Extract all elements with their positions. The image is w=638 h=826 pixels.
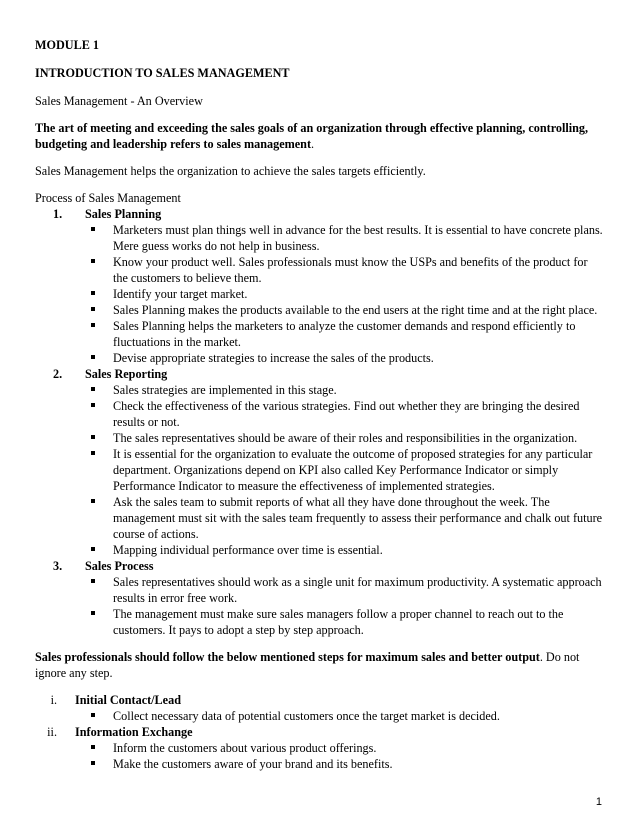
steps-intro-bold: Sales professionals should follow the below mentioned steps for maximum sales and better output bbox=[35, 650, 540, 664]
page-number: 1 bbox=[595, 796, 602, 808]
list-item: Know your product well. Sales professionals must know the USPs and benefits of the product for the customers to believe them. bbox=[113, 254, 605, 286]
initial-contact-list bbox=[35, 708, 605, 724]
list-item: Ask the sales team to submit reports of what all they have done throughout the week. The management must sit with the sales team frequently to assess their performance and chalk out future course of actions. bbox=[113, 494, 605, 542]
section-number: 1. bbox=[53, 207, 63, 221]
list-item: Make the customers aware of your brand and its benefits. bbox=[113, 756, 605, 772]
list-item: Marketers must plan things well in advance for the best results. It is essential to have concrete plans. Mere guess works do not help in business. bbox=[113, 222, 605, 254]
list-item: Sales Planning makes the products available to the end users at the right time and at the right place. bbox=[113, 302, 605, 318]
list-item: Mapping individual performance over time is essential. bbox=[113, 542, 605, 558]
square-bullet-icon bbox=[91, 499, 95, 503]
chapter-title: INTRODUCTION TO SALES MANAGEMENT bbox=[35, 66, 290, 80]
square-bullet-icon bbox=[91, 451, 95, 455]
section-sales-process bbox=[35, 558, 605, 574]
square-bullet-icon bbox=[91, 547, 95, 551]
sales-reporting-list bbox=[35, 382, 605, 558]
square-bullet-icon bbox=[91, 761, 95, 765]
steps-intro-paragraph bbox=[35, 649, 605, 681]
square-bullet-icon bbox=[91, 745, 95, 749]
step-title: Initial Contact/Lead bbox=[75, 693, 181, 707]
list-item: Check the effectiveness of the various strategies. Find out whether they are bringing the desired results or not. bbox=[113, 398, 605, 430]
square-bullet-icon bbox=[91, 435, 95, 439]
square-bullet-icon bbox=[91, 291, 95, 295]
steps-list bbox=[35, 692, 605, 772]
step-title: Information Exchange bbox=[75, 725, 193, 739]
section-title: Sales Planning bbox=[85, 207, 162, 221]
list-item: Devise appropriate strategies to increase the sales of the products. bbox=[113, 350, 605, 366]
square-bullet-icon bbox=[91, 355, 95, 359]
section-sales-planning bbox=[35, 206, 605, 222]
definition-text: The art of meeting and exceeding the sales goals of an organization through effective planning, controlling, budgeting and leadership refers to sales management bbox=[35, 121, 589, 151]
overview-heading: Sales Management - An Overview bbox=[35, 94, 203, 108]
steps-intro-rest: . Do not ignore any step. bbox=[35, 650, 580, 680]
section-number: 2. bbox=[53, 367, 63, 381]
definition-end: . bbox=[311, 137, 315, 151]
section-number: 3. bbox=[53, 559, 63, 573]
square-bullet-icon bbox=[91, 403, 95, 407]
square-bullet-icon bbox=[91, 713, 95, 717]
square-bullet-icon bbox=[91, 323, 95, 327]
square-bullet-icon bbox=[91, 259, 95, 263]
sales-planning-list bbox=[35, 222, 605, 366]
step-numeral: i. bbox=[50, 693, 57, 707]
step-numeral: ii. bbox=[47, 725, 57, 739]
section-sales-reporting bbox=[35, 366, 605, 382]
list-item: Sales Planning helps the marketers to analyze the customer demands and respond efficiently to fluctuations in the market. bbox=[113, 318, 605, 350]
square-bullet-icon bbox=[91, 579, 95, 583]
square-bullet-icon bbox=[91, 227, 95, 231]
section-title: Sales Reporting bbox=[85, 367, 168, 381]
module-label: MODULE 1 bbox=[35, 38, 99, 52]
list-item: The sales representatives should be aware of their roles and responsibilities in the organization. bbox=[113, 430, 605, 446]
list-item: Inform the customers about various product offerings. bbox=[113, 740, 605, 756]
section-title: Sales Process bbox=[85, 559, 154, 573]
square-bullet-icon bbox=[91, 307, 95, 311]
square-bullet-icon bbox=[91, 387, 95, 391]
list-item: Identify your target market. bbox=[113, 286, 605, 302]
square-bullet-icon bbox=[91, 611, 95, 615]
list-item: Sales representatives should work as a single unit for maximum productivity. A systematic approach results in error free work. bbox=[113, 574, 605, 606]
document-page bbox=[35, 37, 605, 772]
helps-paragraph: Sales Management helps the organization to achieve the sales targets efficiently. bbox=[35, 164, 426, 178]
process-heading: Process of Sales Management bbox=[35, 191, 181, 205]
list-item: It is essential for the organization to evaluate the outcome of proposed strategies for any particular department. Organizations depend on KPI also called Key Performance Indicator or simply Performance Indicator to measure the effectiveness of implemented strategies. bbox=[113, 446, 605, 494]
list-item: Sales strategies are implemented in this stage. bbox=[113, 382, 605, 398]
list-item: The management must make sure sales managers follow a proper channel to reach out to the customers. It pays to adopt a step by step approach. bbox=[113, 606, 605, 638]
process-sections bbox=[35, 206, 605, 638]
sales-process-list bbox=[35, 574, 605, 638]
information-exchange-list bbox=[35, 740, 605, 772]
definition-paragraph bbox=[35, 120, 605, 152]
list-item: Collect necessary data of potential customers once the target market is decided. bbox=[113, 708, 605, 724]
step-initial-contact bbox=[35, 692, 605, 708]
step-information-exchange bbox=[35, 724, 605, 740]
